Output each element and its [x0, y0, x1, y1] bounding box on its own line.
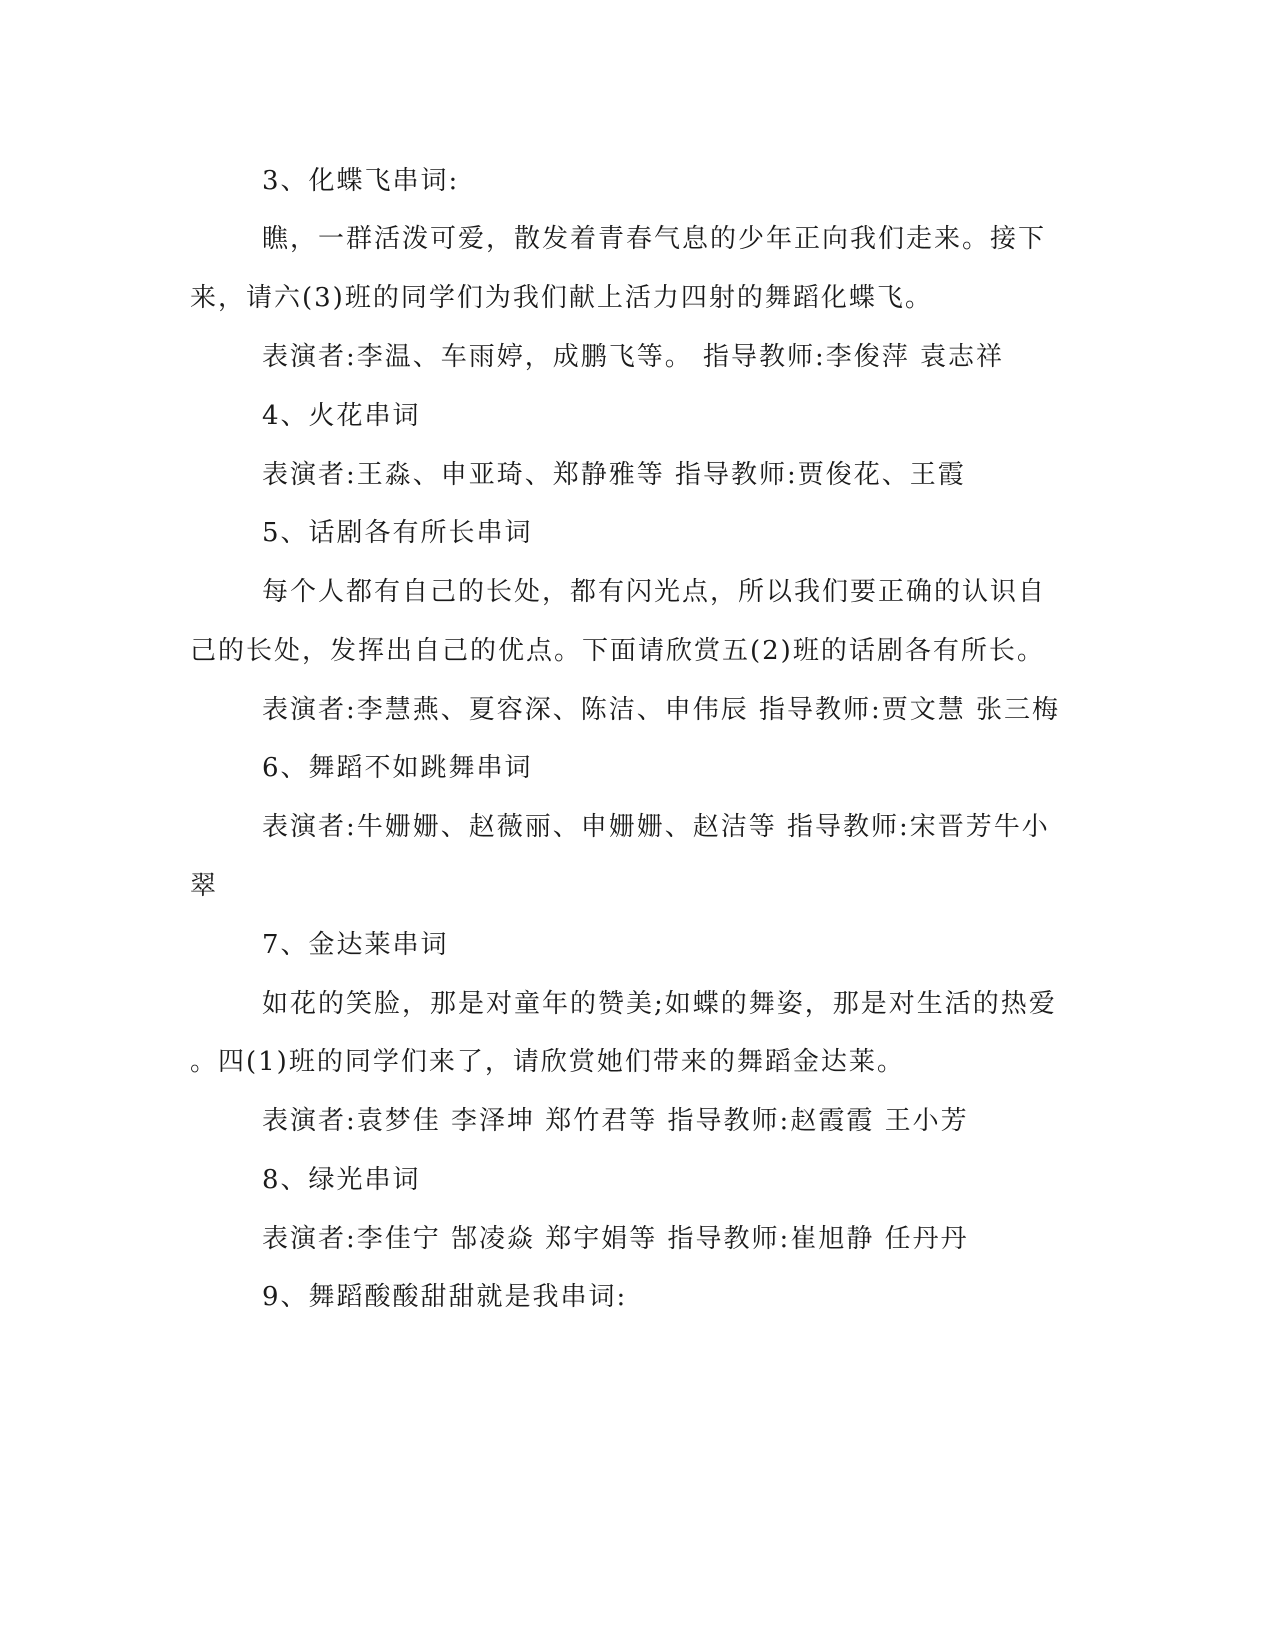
performers-7: 表演者:袁梦佳 李泽坤 郑竹君等 指导教师:赵霞霞 王小芳 — [262, 1106, 969, 1136]
intro-text-7: 如花的笑脸，那是对童年的赞美;如蝶的舞姿，那是对生活的热爱 — [262, 989, 1057, 1019]
performers-8: 表演者:李佳宁 郜凌焱 郑宇娟等 指导教师:崔旭静 任丹丹 — [262, 1224, 969, 1254]
performers-4: 表演者:王淼、申亚琦、郑静雅等 指导教师:贾俊花、王霞 — [262, 460, 966, 490]
performers-6-cont: 翠 — [190, 871, 219, 901]
intro-text-3-cont: 来，请六(3)班的同学们为我们献上活力四射的舞蹈化蝶飞。 — [190, 283, 933, 313]
item-heading-9: 9、舞蹈酸酸甜甜就是我串词: — [262, 1282, 628, 1312]
intro-text-5-cont: 己的长处，发挥出自己的优点。下面请欣赏五(2)班的话剧各有所长。 — [190, 636, 1045, 666]
item-heading-8: 8、绿光串词 — [262, 1165, 421, 1195]
intro-text-7-cont: 。四(1)班的同学们来了，请欣赏她们带来的舞蹈金达莱。 — [190, 1047, 905, 1077]
performers-6: 表演者:牛姗姗、赵薇丽、申姗姗、赵洁等 指导教师:宋晋芳牛小 — [262, 812, 1050, 842]
item-heading-3: 3、化蝶飞串词: — [262, 166, 460, 196]
item-heading-6: 6、舞蹈不如跳舞串词 — [262, 753, 533, 783]
performers-3: 表演者:李温、车雨婷，成鹏飞等。 指导教师:李俊萍 袁志祥 — [262, 342, 1005, 372]
performers-5: 表演者:李慧燕、夏容深、陈洁、申伟辰 指导教师:贾文慧 张三梅 — [262, 695, 1061, 725]
intro-text-5: 每个人都有自己的长处，都有闪光点，所以我们要正确的认识自 — [262, 577, 1047, 607]
item-heading-5: 5、话剧各有所长串词 — [262, 518, 533, 548]
intro-text-3: 瞧，一群活泼可爱，散发着青春气息的少年正向我们走来。接下 — [262, 224, 1047, 254]
item-heading-4: 4、火花串词 — [262, 401, 421, 431]
item-heading-7: 7、金达莱串词 — [262, 930, 449, 960]
